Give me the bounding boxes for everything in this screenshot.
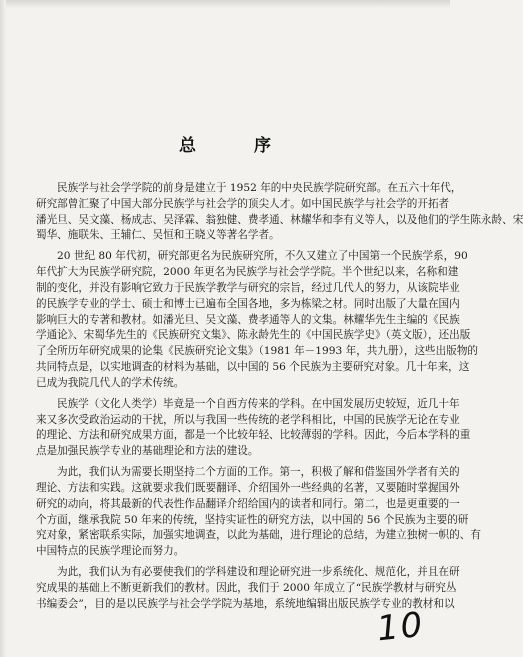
- text-line: 个方面，继承我院 50 年来的传统，坚持实证性的研究方法，以中国的 56 个民族为主要的研: [36, 513, 469, 526]
- text-line: 理论、方法和实践。这就要求我们既要翻译、介绍国外一些经典的名著，又要随时掌握国外: [36, 481, 460, 494]
- text-line: 研究部曾汇聚了中国大部分民族学与社会学的顶尖人才。如中国民族学与社会学的开拓者: [36, 197, 450, 210]
- text-line: 为此，我们认为有必要使我们的学科建设和理论研究进一步系统化、规范化，并且在研: [57, 566, 460, 579]
- paragraph-2: [36, 249, 479, 391]
- text-line: 来又多次受政治运动的干扰，所以与我国一些传统的老学科相比，中国的民族学无论在专业: [36, 413, 460, 426]
- text-line: 民族学与社会学学院的前身是建立于 1952 年的中央民族学院研究部。在五六十年代，: [57, 182, 462, 194]
- paragraph-4: [36, 465, 481, 560]
- text-line: 民族学（文化人类学）毕竟是一个自西方传来的学科。在中国发展历史较短，近几十年: [57, 397, 460, 410]
- text-line: 的理论、方法和研究成果方面，都是一个比较年轻、比较薄弱的学科。因此，今后本学科的重: [36, 429, 471, 442]
- document-body: [36, 181, 523, 618]
- paragraph-3: [36, 397, 471, 460]
- text-line: 潘光旦、吴文藻、杨成志、吴泽霖、翁独健、费孝通、林耀华和李有义等人，以及他们的学生陈永龄、宋: [36, 213, 523, 226]
- page-title: 总 序: [179, 136, 297, 156]
- text-line: 中国特点的民族学理论而努力。: [36, 545, 185, 558]
- text-line: 的民族学专业的学士、硕士和博士已遍布全国各地，多为栋梁之材。同时出版了大量在国内: [36, 297, 460, 310]
- text-line: 书编委会”，目的是以民族学与社会学学院为基地，系统地编辑出版民族学专业的教材和以: [36, 597, 455, 610]
- paragraph-1: [36, 181, 523, 244]
- text-line: 年代扩大为民族学研究院，2000 年更名为民族学与社会学学院。半个世纪以来，名称和建: [36, 266, 459, 279]
- text-line: 学通论》、宋蜀华先生的《民族研究文集》、陈永龄先生的《中国民族学史》（英文版），还出版: [36, 329, 471, 342]
- text-line: 为此，我们认为需要长期坚持二个方面的工作。第一，积极了解和借鉴国外学者有关的: [57, 466, 460, 479]
- text-line: 究对象，紧密联系实际，加强实地调查，以此为基础，进行理论的总结，为建立独树一帜的、有: [36, 529, 481, 542]
- text-line: 研究的动向，将其最新的代表性作品翻译介绍给国内的读者和同行。第二，也是更重要的一: [36, 497, 460, 510]
- text-line: 已成为我院几代人的学术传统。: [36, 376, 185, 389]
- paragraph-5: [36, 565, 460, 612]
- handwritten-page-number: 10: [374, 604, 426, 650]
- text-line: 共同特点是，以实地调查的材料为基础，以中国的 56 个民族为主要研究对象。几十年来，这: [36, 360, 470, 373]
- text-line: 究成果的基础上不断更新我们的教材。因此，我们于 2000 年成立了“民族学教材与研究丛: [36, 581, 457, 594]
- text-line: 了全所历年研究成果的论集《民族研究论文集》（1981 年－1993 年，共九册），这些出版物的: [36, 345, 479, 358]
- text-line: 蜀华、施联朱、王辅仁、吴恒和王晓义等著名学者。: [36, 229, 280, 242]
- scan-edge-left: [0, 0, 6, 657]
- text-line: 点是加强民族学专业的基础理论和方法的建设。: [36, 445, 259, 458]
- text-line: 20 世纪 80 年代初，研究部更名为民族研究所，不久又建立了中国第一个民族学系，90: [57, 250, 468, 263]
- text-line: 制的变化，并没有影响它致力于民族学教学与研究的宗旨，经过几代人的努力，从该院毕业: [36, 281, 460, 294]
- scan-edge-top: [0, 0, 450, 8]
- text-line: 影响巨大的专著和教材。如潘光旦、吴文藻、费孝通等人的文集。林耀华先生主编的《民族: [36, 313, 460, 326]
